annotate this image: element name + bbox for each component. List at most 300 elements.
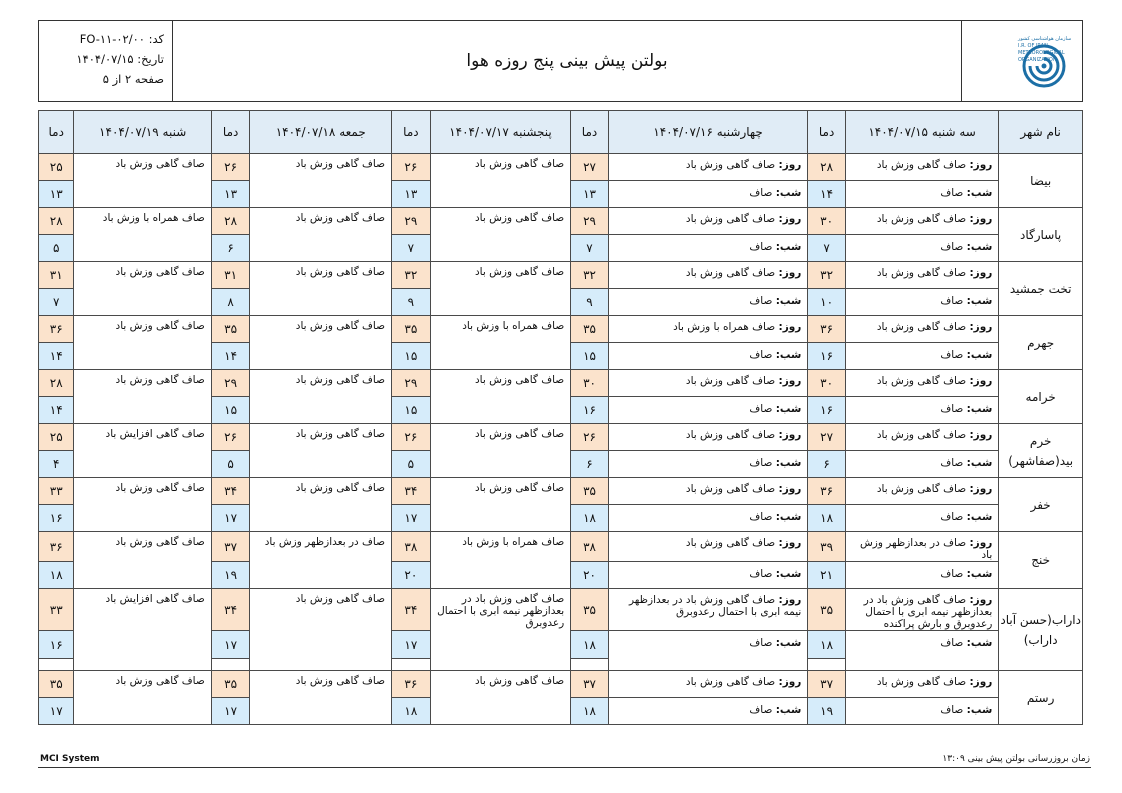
- max-temp-d3: ۳۵: [392, 316, 431, 343]
- min-temp-d2: ۹: [571, 289, 609, 316]
- day4-header: جمعه ۱۴۰۴/۰۷/۱۸: [250, 111, 392, 154]
- table-row: [39, 671, 1083, 698]
- day-condition: صاف گاهی وزش باد: [876, 676, 967, 688]
- day-condition: صاف گاهی وزش باد در بعدازظهر نیمه ابری با احتمال رعدوبرق و بارش پراکنده: [863, 594, 993, 630]
- forecast-night-d1: [845, 698, 998, 725]
- forecast-day-d2: [608, 424, 808, 451]
- min-temp-d3: ۹: [392, 289, 431, 316]
- night-condition: صاف: [749, 403, 773, 415]
- day-condition: صاف گاهی وزش باد: [876, 483, 967, 495]
- day-label: روز:: [969, 159, 993, 171]
- forecast-d5: صاف گاهی افزایش باد: [74, 424, 211, 478]
- forecast-d3: صاف گاهی وزش باد: [430, 154, 571, 208]
- night-label: شب:: [966, 295, 993, 307]
- day2-temp-header: دما: [571, 111, 609, 154]
- max-temp-d5: ۳۱: [39, 262, 74, 289]
- page-number: صفحه ۲ از ۵: [102, 72, 164, 86]
- forecast-day-d2: [608, 589, 808, 631]
- max-temp-d5: ۳۵: [39, 671, 74, 698]
- max-temp-d4: ۳۵: [211, 671, 250, 698]
- day-label: روز:: [778, 159, 802, 171]
- min-temp-d1: ۱۸: [808, 505, 846, 532]
- day-label: روز:: [778, 429, 802, 441]
- forecast-night-d1: [845, 343, 998, 370]
- night-condition: صاف: [749, 295, 773, 307]
- max-temp-d1: ۲۷: [808, 424, 846, 451]
- forecast-day-d2: [608, 370, 808, 397]
- min-temp-d4: ۱۷: [211, 698, 250, 725]
- day3-temp-header: دما: [392, 111, 431, 154]
- max-temp-d1: ۳۶: [808, 478, 846, 505]
- night-label: شب:: [966, 704, 993, 716]
- max-temp-d1: ۲۸: [808, 154, 846, 181]
- max-temp-d2: ۳۰: [571, 370, 609, 397]
- max-temp-d1: ۳۷: [808, 671, 846, 698]
- forecast-d3: صاف گاهی وزش باد: [430, 370, 571, 424]
- table-header-row: [39, 111, 1083, 154]
- forecast-day-d1: [845, 671, 998, 698]
- max-temp-d1: ۳۹: [808, 532, 846, 562]
- day1-temp-header: دما: [808, 111, 846, 154]
- forecast-d5: صاف گاهی وزش باد: [74, 370, 211, 424]
- max-temp-d2: ۳۸: [571, 532, 609, 562]
- night-label: شب:: [775, 241, 802, 253]
- forecast-d4: صاف گاهی وزش باد: [250, 208, 392, 262]
- forecast-d3: صاف گاهی وزش باد: [430, 262, 571, 316]
- night-label: شب:: [966, 457, 993, 469]
- min-temp-d5: ۱۴: [39, 343, 74, 370]
- night-label: شب:: [966, 349, 993, 361]
- day-condition: صاف گاهی وزش باد: [876, 267, 967, 279]
- min-temp-d2: ۶: [571, 451, 609, 478]
- night-condition: صاف: [749, 637, 773, 649]
- day-condition: صاف گاهی وزش باد: [685, 267, 776, 279]
- logo-text-en1: I.R. OF IRAN: [1018, 43, 1048, 49]
- max-temp-d3: ۳۴: [392, 589, 431, 631]
- day1-header: سه شنبه ۱۴۰۴/۰۷/۱۵: [845, 111, 998, 154]
- city-name: تخت جمشید: [999, 262, 1083, 316]
- forecast-day-d1: [845, 532, 998, 562]
- forecast-night-d2: [608, 343, 808, 370]
- max-temp-d1: ۳۵: [808, 589, 846, 631]
- day-label: روز:: [969, 321, 993, 333]
- forecast-night-d1: [845, 289, 998, 316]
- logo-text-fa: سازمان هواشناسی کشور: [1018, 36, 1072, 42]
- table-row: [39, 532, 1083, 562]
- day-label: روز:: [778, 676, 802, 688]
- min-temp-d4: ۵: [211, 451, 250, 478]
- day-label: روز:: [969, 375, 993, 387]
- day-label: روز:: [778, 375, 802, 387]
- day-label: روز:: [969, 267, 993, 279]
- night-condition: صاف: [940, 403, 964, 415]
- min-temp-d1: ۱۸: [808, 631, 846, 659]
- forecast-day-d1: [845, 589, 998, 631]
- night-condition: صاف: [940, 511, 964, 523]
- max-temp-d1: ۳۰: [808, 370, 846, 397]
- max-temp-d3: ۳۴: [392, 478, 431, 505]
- min-temp-d2: ۱۶: [571, 397, 609, 424]
- night-label: شب:: [775, 403, 802, 415]
- night-label: شب:: [966, 187, 993, 199]
- forecast-day-d2: [608, 671, 808, 698]
- forecast-d5: صاف گاهی وزش باد: [74, 532, 211, 589]
- max-temp-d3: ۳۶: [392, 671, 431, 698]
- forecast-d4: صاف گاهی وزش باد: [250, 424, 392, 478]
- date-line: [39, 49, 164, 69]
- forecast-night-d1: [845, 451, 998, 478]
- forecast-night-d2: [608, 451, 808, 478]
- date-value: ۱۴۰۴/۰۷/۱۵: [76, 52, 134, 66]
- max-temp-d3: ۲۹: [392, 208, 431, 235]
- forecast-d3: صاف همراه با وزش باد: [430, 532, 571, 589]
- max-temp-d5: ۳۳: [39, 478, 74, 505]
- max-temp-d5: ۲۵: [39, 424, 74, 451]
- forecast-night-d2: [608, 235, 808, 262]
- forecast-d4: صاف گاهی وزش باد: [250, 478, 392, 532]
- code-label: کد:: [148, 32, 164, 46]
- min-temp-d1: ۲۱: [808, 562, 846, 589]
- document-meta: [39, 21, 173, 101]
- day-label: روز:: [778, 321, 802, 333]
- max-temp-d4: ۲۹: [211, 370, 250, 397]
- forecast-night-d2: [608, 631, 808, 671]
- table-row: [39, 262, 1083, 289]
- night-label: شب:: [775, 637, 802, 649]
- forecast-night-d1: [845, 631, 998, 671]
- min-temp-d1: ۶: [808, 451, 846, 478]
- max-temp-d4: ۲۶: [211, 424, 250, 451]
- night-condition: صاف: [749, 241, 773, 253]
- table-row: [39, 316, 1083, 343]
- forecast-d5: صاف همراه با وزش باد: [74, 208, 211, 262]
- forecast-d4: صاف گاهی وزش باد: [250, 316, 392, 370]
- max-temp-d3: ۳۲: [392, 262, 431, 289]
- forecast-night-d1: [845, 397, 998, 424]
- forecast-night-d1: [845, 181, 998, 208]
- day-condition: صاف گاهی وزش باد: [685, 537, 776, 549]
- max-temp-d3: ۲۹: [392, 370, 431, 397]
- day-condition: صاف گاهی وزش باد: [685, 375, 776, 387]
- forecast-night-d2: [608, 505, 808, 532]
- night-condition: صاف: [940, 241, 964, 253]
- day-label: روز:: [969, 213, 993, 225]
- night-label: شب:: [775, 295, 802, 307]
- forecast-day-d1: [845, 316, 998, 343]
- min-temp-d5: ۴: [39, 451, 74, 478]
- day-label: روز:: [969, 537, 993, 549]
- min-temp-d4: ۱۹: [211, 562, 250, 589]
- min-temp-d4: ۱۷: [211, 631, 250, 659]
- forecast-d4: صاف گاهی وزش باد: [250, 589, 392, 671]
- night-label: شب:: [966, 511, 993, 523]
- night-label: شب:: [775, 349, 802, 361]
- day5-temp-header: دما: [39, 111, 74, 154]
- table-row: [39, 154, 1083, 181]
- min-temp-d3: ۱۷: [392, 631, 431, 659]
- night-label: شب:: [966, 637, 993, 649]
- footer-divider: [38, 767, 1091, 768]
- temp-blank: [808, 659, 846, 671]
- night-label: شب:: [966, 241, 993, 253]
- max-temp-d2: ۲۹: [571, 208, 609, 235]
- min-temp-d1: ۱۹: [808, 698, 846, 725]
- night-label: شب:: [966, 568, 993, 580]
- city-name: بیضا: [999, 154, 1083, 208]
- min-temp-d5: ۱۸: [39, 562, 74, 589]
- forecast-d3: صاف گاهی وزش باد: [430, 208, 571, 262]
- forecast-table: [38, 110, 1083, 725]
- min-temp-d3: ۲۰: [392, 562, 431, 589]
- max-temp-d4: ۳۴: [211, 589, 250, 631]
- forecast-day-d2: [608, 262, 808, 289]
- temp-blank: [571, 659, 609, 671]
- logo-text-en3: ORGANIZATION: [1018, 57, 1057, 63]
- min-temp-d1: ۱۶: [808, 343, 846, 370]
- max-temp-d4: ۲۸: [211, 208, 250, 235]
- forecast-night-d1: [845, 505, 998, 532]
- min-temp-d4: ۸: [211, 289, 250, 316]
- max-temp-d5: ۲۵: [39, 154, 74, 181]
- city-name: خرم بید(صفاشهر): [999, 424, 1083, 478]
- forecast-d3: صاف گاهی وزش باد: [430, 671, 571, 725]
- day-label: روز:: [778, 213, 802, 225]
- forecast-night-d2: [608, 562, 808, 589]
- city-name: رستم: [999, 671, 1083, 725]
- day-label: روز:: [778, 537, 802, 549]
- day-condition: صاف گاهی وزش باد: [685, 213, 776, 225]
- logo-text-en2: METEOROLOGICAL: [1018, 50, 1065, 56]
- forecast-day-d2: [608, 208, 808, 235]
- table-row: [39, 208, 1083, 235]
- max-temp-d4: ۳۷: [211, 532, 250, 562]
- max-temp-d5: ۲۸: [39, 370, 74, 397]
- forecast-d5: صاف گاهی وزش باد: [74, 154, 211, 208]
- city-name: خنج: [999, 532, 1083, 589]
- forecast-night-d2: [608, 289, 808, 316]
- footer-update-time: زمان بروزرسانی بولتن پیش بینی ۱۳:۰۹: [942, 754, 1090, 764]
- city-name: جهرم: [999, 316, 1083, 370]
- forecast-d5: صاف گاهی وزش باد: [74, 262, 211, 316]
- forecast-d5: صاف گاهی افزایش باد: [74, 589, 211, 671]
- night-condition: صاف: [749, 704, 773, 716]
- night-condition: صاف: [940, 637, 964, 649]
- min-temp-d3: ۱۸: [392, 698, 431, 725]
- temp-blank: [39, 659, 74, 671]
- min-temp-d5: ۱۳: [39, 181, 74, 208]
- table-row: [39, 424, 1083, 451]
- forecast-d3: صاف گاهی وزش باد: [430, 478, 571, 532]
- temp-blank: [211, 659, 250, 671]
- min-temp-d5: ۷: [39, 289, 74, 316]
- forecast-day-d2: [608, 154, 808, 181]
- table-row: [39, 370, 1083, 397]
- min-temp-d2: ۱۳: [571, 181, 609, 208]
- night-condition: صاف: [940, 568, 964, 580]
- max-temp-d5: ۳۶: [39, 316, 74, 343]
- min-temp-d3: ۷: [392, 235, 431, 262]
- min-temp-d2: ۱۸: [571, 505, 609, 532]
- day4-temp-header: دما: [211, 111, 250, 154]
- max-temp-d2: ۳۵: [571, 316, 609, 343]
- footer-system: MCI System: [40, 754, 100, 764]
- night-label: شب:: [775, 457, 802, 469]
- max-temp-d4: ۳۱: [211, 262, 250, 289]
- table-row: [39, 478, 1083, 505]
- min-temp-d5: ۱۶: [39, 505, 74, 532]
- day-condition: صاف گاهی وزش باد: [685, 159, 776, 171]
- max-temp-d4: ۲۶: [211, 154, 250, 181]
- forecast-night-d2: [608, 397, 808, 424]
- forecast-night-d1: [845, 562, 998, 589]
- max-temp-d4: ۳۴: [211, 478, 250, 505]
- max-temp-d5: ۳۳: [39, 589, 74, 631]
- max-temp-d2: ۳۷: [571, 671, 609, 698]
- meteorological-organization-logo: [970, 30, 1074, 92]
- city-name: پاسارگاد: [999, 208, 1083, 262]
- day-label: روز:: [969, 676, 993, 688]
- night-condition: صاف: [940, 295, 964, 307]
- min-temp-d1: ۱۰: [808, 289, 846, 316]
- night-label: شب:: [775, 568, 802, 580]
- day-condition: صاف گاهی وزش باد: [685, 676, 776, 688]
- day5-header: شنبه ۱۴۰۴/۰۷/۱۹: [74, 111, 211, 154]
- city-name: خرامه: [999, 370, 1083, 424]
- forecast-d5: صاف گاهی وزش باد: [74, 671, 211, 725]
- forecast-d3: صاف گاهی وزش باد: [430, 424, 571, 478]
- min-temp-d4: ۱۴: [211, 343, 250, 370]
- max-temp-d2: ۲۷: [571, 154, 609, 181]
- city-name: داراب(حسن آباد داراب): [999, 589, 1083, 671]
- max-temp-d3: ۳۸: [392, 532, 431, 562]
- day-condition: صاف گاهی وزش باد: [685, 483, 776, 495]
- day-label: روز:: [969, 429, 993, 441]
- forecast-d4: صاف در بعدازظهر وزش باد: [250, 532, 392, 589]
- min-temp-d5: ۵: [39, 235, 74, 262]
- night-condition: صاف: [940, 457, 964, 469]
- min-temp-d3: ۱۳: [392, 181, 431, 208]
- max-temp-d3: ۲۶: [392, 424, 431, 451]
- forecast-d4: صاف گاهی وزش باد: [250, 262, 392, 316]
- min-temp-d4: ۱۷: [211, 505, 250, 532]
- forecast-day-d1: [845, 208, 998, 235]
- max-temp-d1: ۳۶: [808, 316, 846, 343]
- date-label: تاریخ:: [137, 52, 164, 66]
- day-label: روز:: [969, 594, 993, 606]
- night-label: شب:: [966, 403, 993, 415]
- forecast-d4: صاف گاهی وزش باد: [250, 671, 392, 725]
- forecast-day-d1: [845, 424, 998, 451]
- day-condition: صاف گاهی وزش باد: [876, 375, 967, 387]
- forecast-night-d2: [608, 181, 808, 208]
- forecast-d3: صاف همراه با وزش باد: [430, 316, 571, 370]
- min-temp-d3: ۱۵: [392, 397, 431, 424]
- min-temp-d2: ۱۸: [571, 631, 609, 659]
- min-temp-d1: ۷: [808, 235, 846, 262]
- max-temp-d1: ۳۲: [808, 262, 846, 289]
- forecast-day-d2: [608, 532, 808, 562]
- max-temp-d2: ۳۲: [571, 262, 609, 289]
- day-condition: صاف همراه با وزش باد: [673, 321, 776, 333]
- min-temp-d5: ۱۷: [39, 698, 74, 725]
- day-condition: صاف گاهی وزش باد: [876, 213, 967, 225]
- max-temp-d2: ۳۵: [571, 589, 609, 631]
- max-temp-d4: ۳۵: [211, 316, 250, 343]
- day-label: روز:: [778, 483, 802, 495]
- day3-header: پنجشنبه ۱۴۰۴/۰۷/۱۷: [430, 111, 571, 154]
- night-condition: صاف: [940, 349, 964, 361]
- temp-blank: [392, 659, 431, 671]
- forecast-d3: صاف گاهی وزش باد در بعدازظهر نیمه ابری با احتمال رعدوبرق: [430, 589, 571, 671]
- night-condition: صاف: [940, 187, 964, 199]
- max-temp-d3: ۲۶: [392, 154, 431, 181]
- forecast-day-d2: [608, 316, 808, 343]
- forecast-day-d1: [845, 262, 998, 289]
- day-label: روز:: [778, 267, 802, 279]
- max-temp-d5: ۲۸: [39, 208, 74, 235]
- forecast-d4: صاف گاهی وزش باد: [250, 154, 392, 208]
- day-condition: صاف گاهی وزش باد: [685, 429, 776, 441]
- day-condition: صاف گاهی وزش باد در بعدازظهر نیمه ابری با احتمال رعدوبرق: [629, 594, 802, 618]
- forecast-d5: صاف گاهی وزش باد: [74, 478, 211, 532]
- day2-header: چهارشنبه ۱۴۰۴/۰۷/۱۶: [608, 111, 808, 154]
- min-temp-d3: ۱۵: [392, 343, 431, 370]
- day-condition: صاف گاهی وزش باد: [876, 159, 967, 171]
- city-header: نام شهر: [999, 111, 1083, 154]
- table-row: [39, 589, 1083, 631]
- min-temp-d2: ۱۵: [571, 343, 609, 370]
- forecast-day-d1: [845, 154, 998, 181]
- min-temp-d4: ۱۳: [211, 181, 250, 208]
- max-temp-d2: ۲۶: [571, 424, 609, 451]
- city-name: خفر: [999, 478, 1083, 532]
- day-condition: صاف گاهی وزش باد: [876, 321, 967, 333]
- day-condition: صاف گاهی وزش باد: [876, 429, 967, 441]
- min-temp-d2: ۷: [571, 235, 609, 262]
- min-temp-d2: ۱۸: [571, 698, 609, 725]
- min-temp-d4: ۱۵: [211, 397, 250, 424]
- day-label: روز:: [778, 594, 802, 606]
- min-temp-d4: ۶: [211, 235, 250, 262]
- code-value: FO-۱۱-۰۲/۰۰: [79, 32, 145, 46]
- night-condition: صاف: [749, 568, 773, 580]
- forecast-day-d1: [845, 370, 998, 397]
- night-label: شب:: [775, 511, 802, 523]
- day-condition: صاف در بعدازظهر وزش باد: [859, 537, 993, 561]
- logo-box: [961, 21, 1082, 101]
- min-temp-d3: ۱۷: [392, 505, 431, 532]
- night-condition: صاف: [749, 457, 773, 469]
- bulletin-header: [38, 20, 1083, 102]
- night-condition: صاف: [749, 511, 773, 523]
- day-label: روز:: [969, 483, 993, 495]
- min-temp-d5: ۱۶: [39, 631, 74, 659]
- code-line: [39, 29, 164, 49]
- min-temp-d5: ۱۴: [39, 397, 74, 424]
- min-temp-d1: ۱۴: [808, 181, 846, 208]
- forecast-d4: صاف گاهی وزش باد: [250, 370, 392, 424]
- night-condition: صاف: [749, 349, 773, 361]
- min-temp-d2: ۲۰: [571, 562, 609, 589]
- night-condition: صاف: [940, 704, 964, 716]
- max-temp-d1: ۳۰: [808, 208, 846, 235]
- min-temp-d3: ۵: [392, 451, 431, 478]
- page-title: بولتن پیش بینی پنج روزه هوا: [466, 51, 668, 71]
- forecast-d5: صاف گاهی وزش باد: [74, 316, 211, 370]
- forecast-day-d1: [845, 478, 998, 505]
- min-temp-d1: ۱۶: [808, 397, 846, 424]
- forecast-night-d2: [608, 698, 808, 725]
